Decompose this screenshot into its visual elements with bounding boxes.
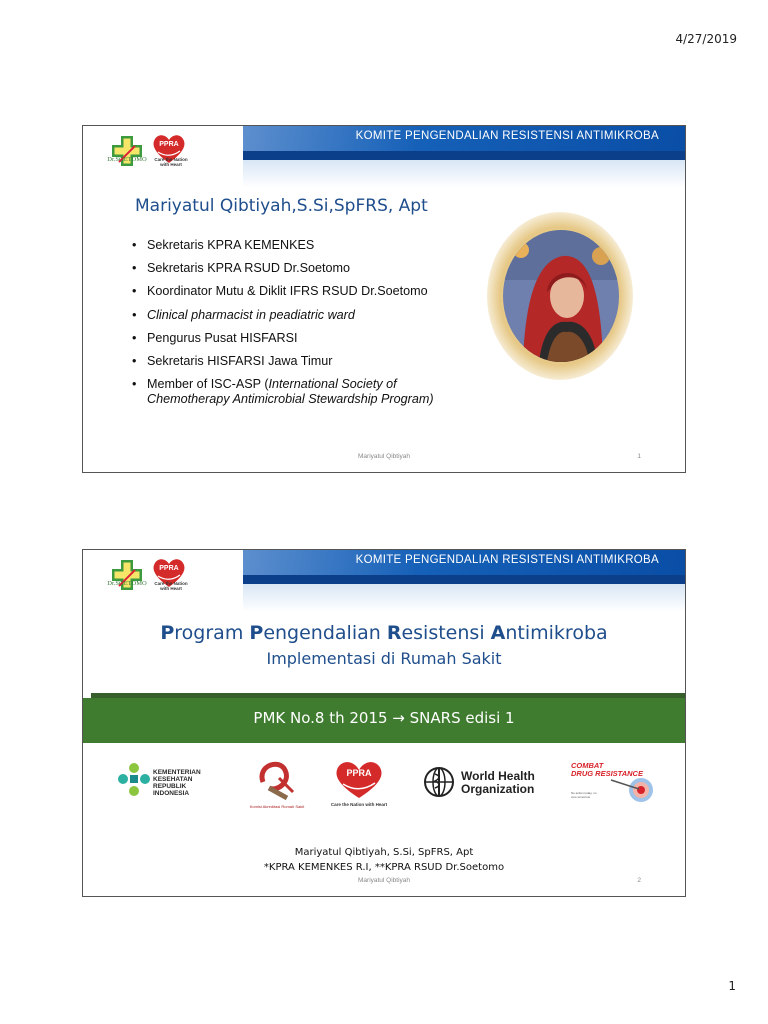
bio-item: • Pengurus Pusat HISFARSI xyxy=(131,331,471,346)
bio-item-prefix: Member of ISC-ASP ( xyxy=(147,377,269,392)
slide2-title xyxy=(83,622,685,644)
presenter-photo xyxy=(503,230,619,362)
bio-list xyxy=(131,238,471,415)
kars-icon xyxy=(239,758,315,802)
slide-2 xyxy=(82,549,686,897)
ppra-logo-text: PPRA xyxy=(159,141,179,148)
banner-fade xyxy=(243,160,685,188)
bio-item: • Sekretaris KPRA RSUD Dr.Soetomo xyxy=(131,261,471,276)
banner-fade xyxy=(243,584,685,612)
page-date: 4/27/2019 xyxy=(675,32,737,46)
bio-item: • Clinical pharmacist in peadiatric ward xyxy=(131,308,471,323)
banner-title: KOMITE PENGENDALIAN RESISTENSI ANTIMIKROBA xyxy=(355,554,659,566)
slide2-author: Mariyatul Qibtiyah, S.Si, SpFRS, Apt xyxy=(294,847,474,858)
title-initial-p2: P xyxy=(249,622,264,644)
rs-soetomo-logo xyxy=(105,132,149,176)
who-label xyxy=(461,770,535,796)
who-line: Organization xyxy=(461,782,535,796)
ppra-tagline: Care the Nation with Heart xyxy=(154,157,188,167)
slide-footer-author: Mariyatul Qibtiyah xyxy=(358,877,411,884)
ppra-heart-icon xyxy=(329,758,389,802)
header-banner xyxy=(243,126,685,160)
combat-drug-resistance-logo xyxy=(571,762,661,806)
kemenkes-line: REPUBLIK xyxy=(153,783,187,790)
kemenkes-label xyxy=(153,769,201,797)
ppra-large-tagline: Care the Nation with Heart xyxy=(330,802,388,807)
kars-label: Komisi Akreditasi Rumah Sakit xyxy=(249,804,305,809)
bio-item: • Sekretaris HISFARSI Jawa Timur xyxy=(131,354,471,369)
title-word-part: rogram xyxy=(174,622,250,644)
ppra-logo-large xyxy=(329,758,389,816)
kemenkes-logo xyxy=(117,762,201,802)
slide-footer-author: Mariyatul Qibtiyah xyxy=(358,453,411,460)
rs-soetomo-label: Dr.SOETOMO xyxy=(107,580,147,587)
title-word-part: engendalian xyxy=(263,622,387,644)
bio-item-isc-asp xyxy=(131,377,471,407)
bio-item: • Sekretaris KPRA KEMENKES xyxy=(131,238,471,253)
header-banner xyxy=(243,550,685,584)
slide-footer-number: 2 xyxy=(637,877,641,884)
rs-soetomo-logo xyxy=(105,556,149,600)
ppra-large-text: PPRA xyxy=(346,768,372,778)
title-word-part: esistensi xyxy=(401,622,491,644)
target-icon xyxy=(607,776,659,804)
bio-item-italic: International Society of Chemotherapy Antimicrobial Stewardship Program) xyxy=(147,377,434,407)
kars-logo xyxy=(239,758,315,814)
slide2-subtitle: Implementasi di Rumah Sakit xyxy=(266,649,502,668)
ppra-logo-text: PPRA xyxy=(159,565,179,572)
combat-tagline: No action today, no cure tomorrow xyxy=(571,791,597,799)
who-emblem-icon xyxy=(421,764,457,800)
banner-title: KOMITE PENGENDALIAN RESISTENSI ANTIMIKROBA xyxy=(355,130,659,142)
combat-line: COMBAT xyxy=(571,761,604,770)
who-logo xyxy=(421,764,541,804)
slide2-affiliation: *KPRA KEMENKES R.I, **KPRA RSUD Dr.Soetomo xyxy=(263,862,505,873)
ppra-tagline: Care the Nation with Heart xyxy=(154,581,188,591)
regulation-text: PMK No.8 th 2015 → SNARS edisi 1 xyxy=(253,709,515,727)
kemenkes-icon xyxy=(117,762,151,798)
title-initial-a: A xyxy=(490,622,506,644)
page-number: 1 xyxy=(728,979,736,993)
title-initial-p: P xyxy=(160,622,175,644)
who-line: World Health xyxy=(461,769,535,783)
slide-footer-number: 1 xyxy=(637,453,641,460)
kemenkes-line: KEMENTERIAN xyxy=(153,769,201,776)
rs-soetomo-label: Dr.SOETOMO xyxy=(107,156,147,163)
kemenkes-line: INDONESIA xyxy=(153,790,190,797)
title-initial-r: R xyxy=(386,622,402,644)
presenter-name: Mariyatul Qibtiyah,S.Si,SpFRS, Apt xyxy=(135,196,428,216)
slide-1 xyxy=(82,125,686,473)
combat-line: DRUG RESISTANCE xyxy=(571,769,643,778)
kemenkes-line: KESEHATAN xyxy=(153,776,193,783)
title-word-part: ntimikroba xyxy=(505,622,608,644)
logo-row xyxy=(83,758,685,818)
bio-item: • Koordinator Mutu & Diklit IFRS RSUD Dr.Soetomo xyxy=(131,284,471,299)
